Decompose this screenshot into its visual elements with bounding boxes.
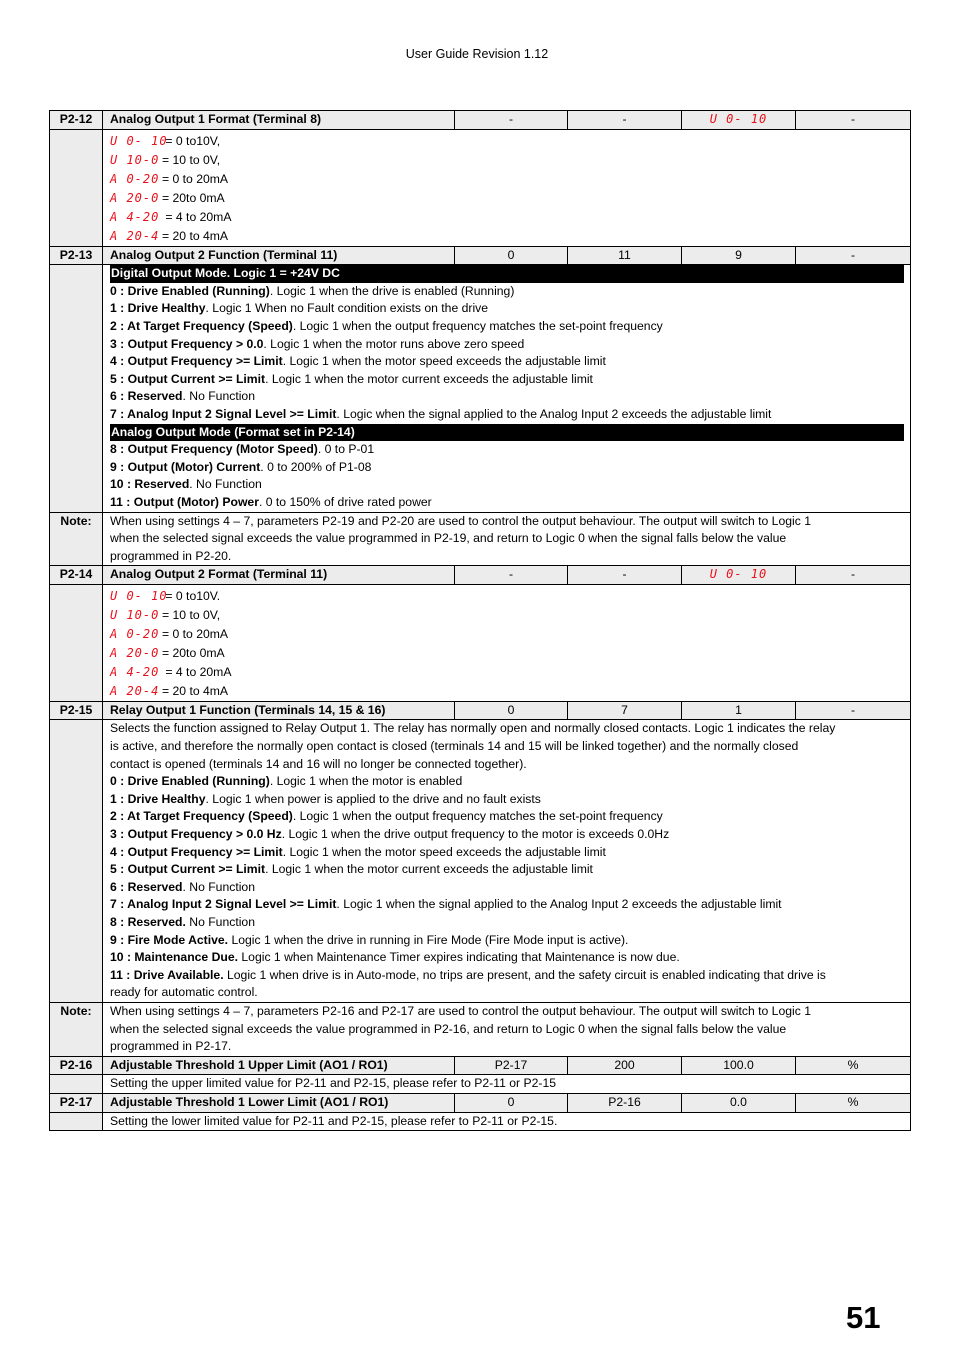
note-label: Note: — [50, 512, 103, 566]
param-row-p2-15 — [50, 701, 911, 720]
section-band: Analog Output Mode (Format set in P2-14) — [110, 424, 904, 442]
option-item: 8 : Reserved. No Function — [110, 915, 255, 929]
option-item: 8 : Output Frequency (Motor Speed). 0 to P-01 — [110, 442, 375, 457]
param-detail-p2-12 — [50, 129, 911, 246]
format-item: U 0- 10 = 0 to10V. — [110, 587, 903, 606]
option-item: 6 : Reserved. No Function — [110, 389, 255, 404]
param-max: 200 — [568, 1056, 682, 1075]
param-detail-p2-15 — [50, 720, 911, 1003]
param-max: 11 — [568, 246, 682, 265]
param-units: - — [796, 566, 911, 585]
param-max: P2-16 — [568, 1093, 682, 1112]
param-default — [682, 566, 796, 585]
param-id: P2-12 — [50, 111, 103, 130]
option-item: 2 : At Target Frequency (Speed). Logic 1 when the output frequency matches the set-point frequency — [110, 318, 663, 333]
param-detail-p2-14 — [50, 584, 911, 701]
param-name: Adjustable Threshold 1 Upper Limit (AO1 / RO1) — [103, 1056, 455, 1075]
option-item: 0 : Drive Enabled (Running). Logic 1 when the drive is enabled (Running) — [110, 283, 515, 298]
param-row-p2-17 — [50, 1093, 911, 1112]
note-label: Note: — [50, 1002, 103, 1056]
function-list — [103, 265, 911, 512]
format-item: A 0-20 = 0 to 20mA — [110, 170, 903, 189]
param-detail-p2-16 — [50, 1075, 911, 1094]
format-item: A 20-0 = 20to 0mA — [110, 644, 903, 663]
param-max: 7 — [568, 701, 682, 720]
option-item: 4 : Output Frequency >= Limit. Logic 1 when the motor speed exceeds the adjustable limit — [110, 354, 606, 369]
function-list — [103, 720, 911, 1003]
segment-code: A 4-20 — [110, 664, 160, 679]
param-min: 0 — [455, 246, 568, 265]
param-description: Setting the upper limited value for P2-11 and P2-15, please refer to P2-11 or P2-15 — [103, 1075, 911, 1094]
format-item: A 20-4 = 20 to 4mA — [110, 227, 903, 246]
format-list — [103, 584, 911, 701]
param-detail-p2-13 — [50, 265, 911, 512]
param-max: - — [568, 111, 682, 130]
segment-code: A 20-4 — [110, 228, 160, 243]
segment-display-value: U 0- 10 — [709, 112, 768, 126]
param-detail-p2-17 — [50, 1112, 911, 1131]
param-units: - — [796, 701, 911, 720]
intro-text: is active, and therefore the normally open contact is closed (terminals 14 and 15 will be linked together) and the normally closed — [110, 739, 799, 754]
param-id: P2-15 — [50, 701, 103, 720]
option-item: 4 : Output Frequency >= Limit. Logic 1 when the motor speed exceeds the adjustable limit — [110, 844, 606, 859]
param-id: P2-16 — [50, 1056, 103, 1075]
option-item: 11 : Output (Motor) Power. 0 to 150% of drive rated power — [110, 494, 432, 509]
param-description: Setting the lower limited value for P2-11 and P2-15, please refer to P2-11 or P2-15. — [103, 1112, 911, 1131]
param-name: Analog Output 1 Format (Terminal 8) — [103, 111, 455, 130]
intro-text: contact is opened (terminals 14 and 16 will no longer be connected together). — [110, 756, 527, 771]
note-row — [50, 512, 911, 566]
segment-code: A 20-4 — [110, 683, 160, 698]
segment-code: U 10-0 — [110, 607, 160, 622]
param-min: P2-17 — [455, 1056, 568, 1075]
param-max: - — [568, 566, 682, 585]
format-item: A 20-0 = 20to 0mA — [110, 189, 903, 208]
option-item: 5 : Output Current >= Limit. Logic 1 when the motor current exceeds the adjustable limit — [110, 862, 593, 877]
param-row-p2-12 — [50, 111, 911, 130]
option-item: 1 : Drive Healthy. Logic 1 When no Fault condition exists on the drive — [110, 301, 489, 316]
format-item: U 10-0 = 10 to 0V, — [110, 606, 903, 625]
format-item: A 4-20 = 4 to 20mA — [110, 663, 903, 682]
option-item: 2 : At Target Frequency (Speed). Logic 1 when the output frequency matches the set-point frequency — [110, 809, 663, 824]
note-text: When using settings 4 – 7, parameters P2-16 and P2-17 are used to control the output behaviour. The output will switch to Logic 1 when the selected signal exceeds the value programmed in P2-16, and return to Logic 0 when the signal falls below the value programmed in P2-17. — [103, 1002, 911, 1056]
option-item: 10 : Reserved. No Function — [110, 477, 262, 492]
param-units: % — [796, 1093, 911, 1112]
param-name: Analog Output 2 Format (Terminal 11) — [103, 566, 455, 585]
segment-code: A 0-20 — [110, 626, 160, 641]
option-item: 10 : Maintenance Due. Logic 1 when Maintenance Timer expires indicating that Maintenance is now due. — [110, 950, 680, 965]
param-default: 0.0 — [682, 1093, 796, 1112]
option-item: 7 : Analog Input 2 Signal Level >= Limit. Logic when the signal applied to the Analog Input 2 exceeds the adjustable limit — [110, 406, 772, 421]
option-item: 9 : Output (Motor) Current. 0 to 200% of P1-08 — [110, 459, 372, 474]
param-id: P2-14 — [50, 566, 103, 585]
param-name: Adjustable Threshold 1 Lower Limit (AO1 / RO1) — [103, 1093, 455, 1112]
param-row-p2-14 — [50, 566, 911, 585]
param-units: - — [796, 246, 911, 265]
option-item: 7 : Analog Input 2 Signal Level >= Limit. Logic 1 when the signal applied to the Analog Input 2 exceeds the adjustable limit — [110, 897, 782, 912]
param-row-p2-13 — [50, 246, 911, 265]
option-item: 3 : Output Frequency > 0.0 Hz. Logic 1 when the drive output frequency to the motor is exceeds 0.0Hz — [110, 827, 670, 842]
segment-code: A 0-20 — [110, 171, 160, 186]
param-default: 1 — [682, 701, 796, 720]
option-item: 6 : Reserved. No Function — [110, 879, 255, 894]
format-item: A 0-20 = 0 to 20mA — [110, 625, 903, 644]
param-min: - — [455, 111, 568, 130]
section-band: Digital Output Mode. Logic 1 = +24V DC — [110, 265, 904, 283]
param-min: 0 — [455, 1093, 568, 1112]
param-id: P2-13 — [50, 246, 103, 265]
format-item: A 4-20 = 4 to 20mA — [110, 208, 903, 227]
param-min: - — [455, 566, 568, 585]
format-list — [103, 129, 911, 246]
param-default — [682, 111, 796, 130]
param-name: Analog Output 2 Function (Terminal 11) — [103, 246, 455, 265]
param-row-p2-16 — [50, 1056, 911, 1075]
parameter-table — [49, 110, 911, 1131]
segment-code: A 20-0 — [110, 190, 160, 205]
page-header: User Guide Revision 1.12 — [405, 47, 549, 61]
param-default: 100.0 — [682, 1056, 796, 1075]
note-text: When using settings 4 – 7, parameters P2-19 and P2-20 are used to control the output behaviour. The output will switch to Logic 1 when the selected signal exceeds the value programmed in P2-19, and return to Logic 0 when the signal falls below the value programmed in P2-20. — [103, 512, 911, 566]
param-min: 0 — [455, 701, 568, 720]
param-default: 9 — [682, 246, 796, 265]
page-number: 51 — [846, 1300, 881, 1335]
option-item: 9 : Fire Mode Active. Logic 1 when the drive in running in Fire Mode (Fire Mode input is active). — [110, 932, 629, 947]
option-item: 1 : Drive Healthy. Logic 1 when power is applied to the drive and no fault exists — [110, 791, 541, 806]
option-item: 5 : Output Current >= Limit. Logic 1 when the motor current exceeds the adjustable limit — [110, 371, 593, 386]
format-item: U 10-0 = 10 to 0V, — [110, 151, 903, 170]
option-item: 11 : Drive Available. Logic 1 when drive is in Auto-mode, no trips are present, and the safety circuit is enabled indicating that drive is — [110, 967, 826, 982]
segment-code: U 10-0 — [110, 152, 160, 167]
option-item: 3 : Output Frequency > 0.0. Logic 1 when the motor runs above zero speed — [110, 336, 525, 351]
segment-code: U 0- 10 — [110, 588, 168, 603]
param-name: Relay Output 1 Function (Terminals 14, 15 & 16) — [103, 701, 455, 720]
option-item-continued: ready for automatic control. — [110, 985, 258, 1000]
segment-code: U 0- 10 — [110, 133, 168, 148]
option-item: 0 : Drive Enabled (Running). Logic 1 when the motor is enabled — [110, 774, 463, 789]
param-units: % — [796, 1056, 911, 1075]
note-row — [50, 1002, 911, 1056]
format-item: U 0- 10 = 0 to10V, — [110, 132, 903, 151]
segment-display-value: U 0- 10 — [709, 567, 768, 582]
format-item: A 20-4 = 20 to 4mA — [110, 682, 903, 701]
segment-code: A 20-0 — [110, 645, 160, 660]
intro-text: Selects the function assigned to Relay Output 1. The relay has normally open and normally closed contacts. Logic 1 indicates the relay — [110, 721, 836, 736]
param-units: - — [796, 111, 911, 130]
segment-code: A 4-20 — [110, 209, 160, 224]
param-id: P2-17 — [50, 1093, 103, 1112]
